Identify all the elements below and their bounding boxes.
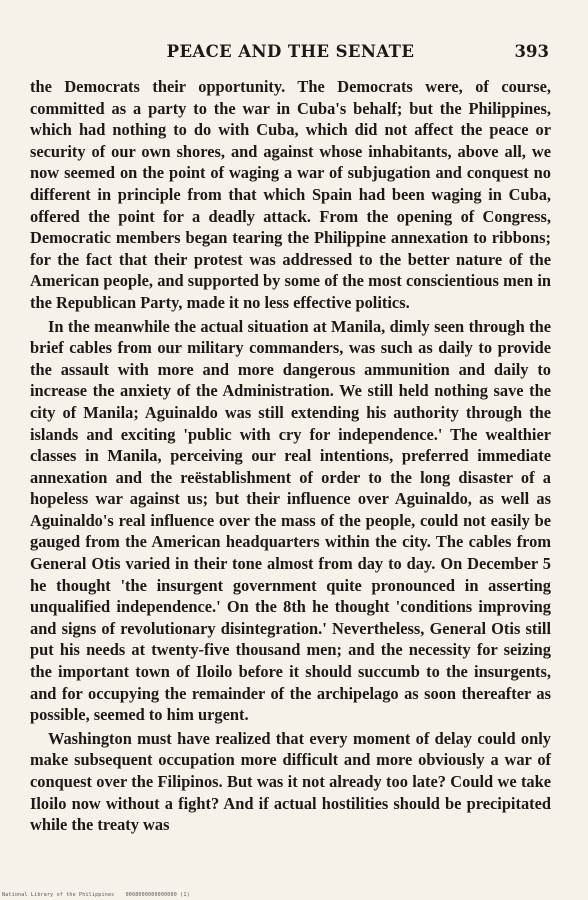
paragraph-3: Washington must have realized that every moment of delay could only make subsequent occupation more difficult and more obviously a war of conquest over the Filipinos. But was it not already too late? Could we take Iloilo now without a fight? And if actual hostilities should be precipitated while the treaty was: [30, 728, 551, 835]
paragraph-1: the Democrats their opportunity. The Democrats were, of course, committed as a party to the war in Cuba's behalf; but the Philippines, which had nothing to do with Cuba, which did not affect the peace or security of our own shores, and against whose inhabitants, above all, we now seemed on the point of waging a war of subjugation and conquest no different in principle from that which Spain had been waging in Cuba, offered the point for a deadly attack. From the opening of Congress, Democratic members began tearing the Philippine annexation to ribbons; for the fact that their protest was addressed to the better nature of the American people, and supported by some of the most conscientious men in the Republican Party, made it no less effective politics.: [30, 77, 551, 312]
scan-footer: [2, 892, 190, 898]
running-title: PEACE AND THE SENATE: [166, 42, 415, 61]
footer-library: National Library of the Philippines: [2, 892, 115, 898]
paragraph-2: In the meanwhile the actual situation at Manila, dimly seen through the brief cables from our military commanders, was such as daily to provide the assault with more and more dangerous ammunition and daily to increase the anxiety of the Administration. We still held nothing save the city of Manila; Aguinaldo was still extending his authority through the islands and exciting 'public with cry for independence.' The wealthier classes in Manila, perceiving our real intentions, preferred immediate annexation and the reëstablishment of order to the long disaster of a hopeless war against us; but their influence over Aguinaldo, as well as Aguinaldo's real influence over the mass of the people, could not easily be gauged from the American headquarters within the city. The cables from General Otis varied in their tone almost from day to day. On December 5 he thought 'the insurgent government quite pronounced in asserting unqualified independence.' On the 8th he thought 'conditions improving and signs of revolutionary disintegration.' Nevertheless, General Otis still put his needs at twenty-five thousand men; and the necessity for seizing the important town of Iloilo before it should succumb to the insurgents, and for occupying the remainder of the archipelago as soon thereafter as possible, seemed to him urgent.: [30, 316, 551, 725]
footer-code: 0008000000000000 (1): [125, 892, 190, 898]
body-text: [30, 76, 551, 836]
page-header: [30, 36, 551, 62]
page-number: 393: [514, 42, 549, 61]
